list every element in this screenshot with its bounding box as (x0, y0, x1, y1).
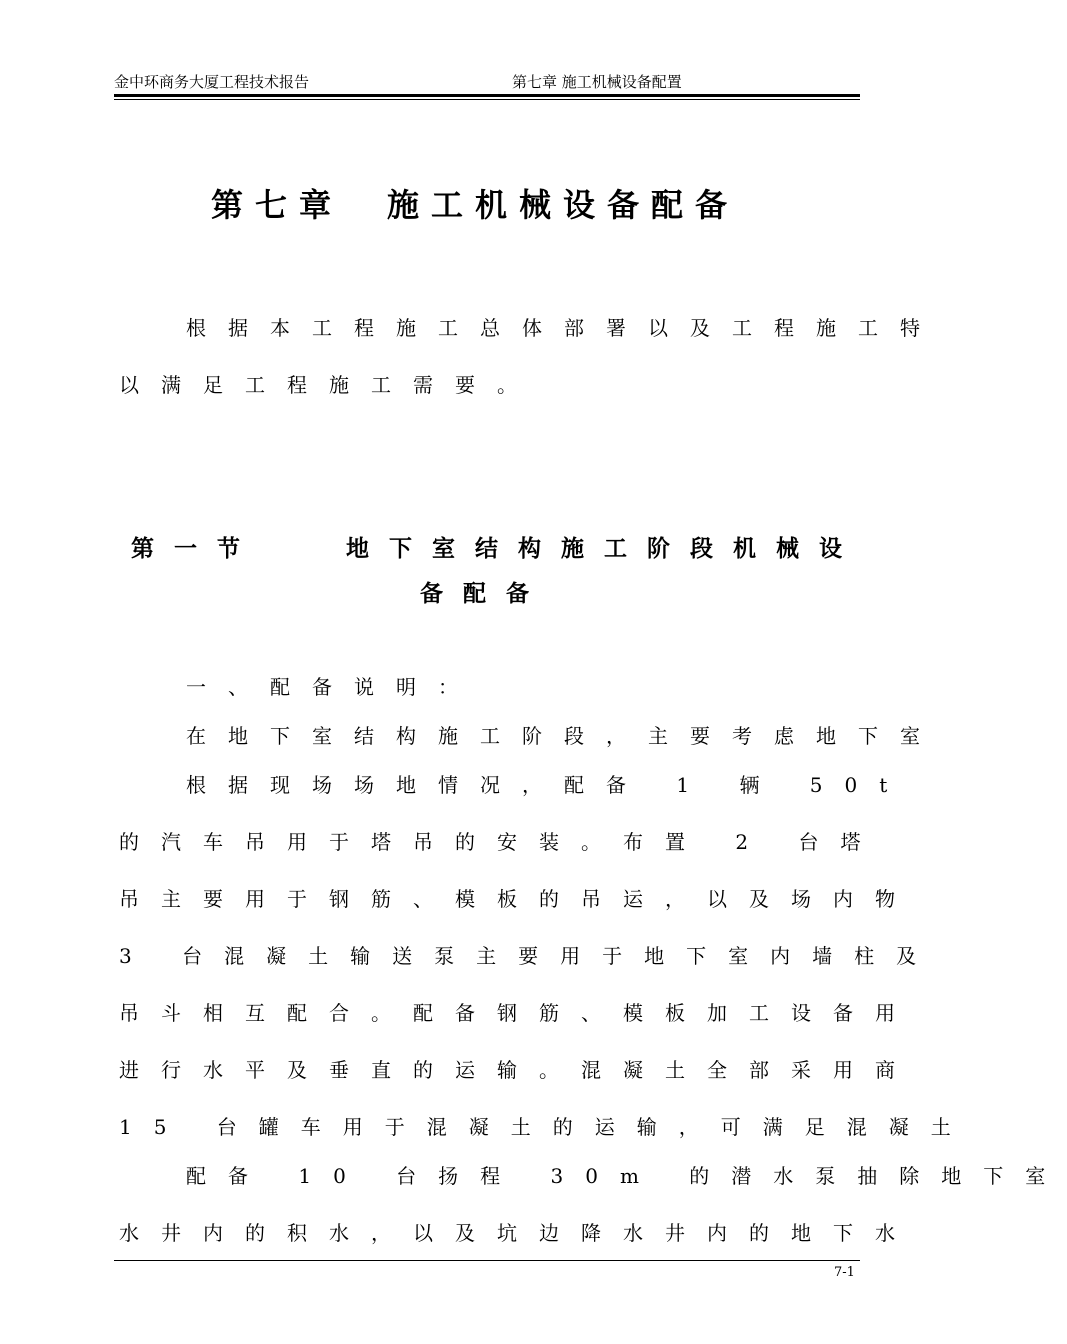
body-line-10: 水井内的积水，以及坑边降水井内的地下水 (119, 1221, 917, 1245)
body-line-6: 吊斗相互配合。配备钢筋、模板加工设备用 (119, 1001, 917, 1025)
header-rule-thick (114, 94, 860, 97)
body-line-9: 配备 10 台扬程 30m 的潜水泵抽除地下室 (186, 1164, 1067, 1188)
intro-line-1: 根据本工程施工总体部署以及工程施工特 (186, 316, 942, 340)
section-title-line-1: 第一节 地下室结构施工阶段机械设 (131, 536, 862, 562)
intro-line-2: 以满足工程施工需要。 (119, 373, 539, 397)
header-report-title: 金中环商务大厦工程技术报告 (114, 73, 310, 91)
body-line-1: 在地下室结构施工阶段，主要考虑地下室 (186, 724, 942, 748)
body-line-7: 进行水平及垂直的运输。混凝土全部采用商 (119, 1058, 917, 1082)
footer-rule (114, 1260, 860, 1261)
section-title-line-2: 备配备 (420, 581, 549, 607)
body-line-8: 15 台罐车用于混凝土的运输，可满足混凝土 (119, 1115, 973, 1139)
body-line-2: 根据现场场地情况，配备 1 辆 50t (186, 773, 910, 797)
chapter-title: 第七章 施工机械设备配备 (210, 186, 739, 224)
body-line-5: 3 台混凝土输送泵主要用于地下室内墙柱及 (119, 944, 939, 968)
page-number: 7-1 (834, 1265, 855, 1280)
subheading-equipment-notes: 一、配备说明： (186, 675, 480, 699)
header-chapter-title: 第七章 施工机械设备配置 (512, 73, 682, 91)
header-rule-thin (114, 99, 860, 100)
body-line-3: 的汽车吊用于塔吊的安装。布置 2 台塔 (119, 830, 883, 854)
body-line-4: 吊主要用于钢筋、模板的吊运，以及场内物 (119, 887, 917, 911)
